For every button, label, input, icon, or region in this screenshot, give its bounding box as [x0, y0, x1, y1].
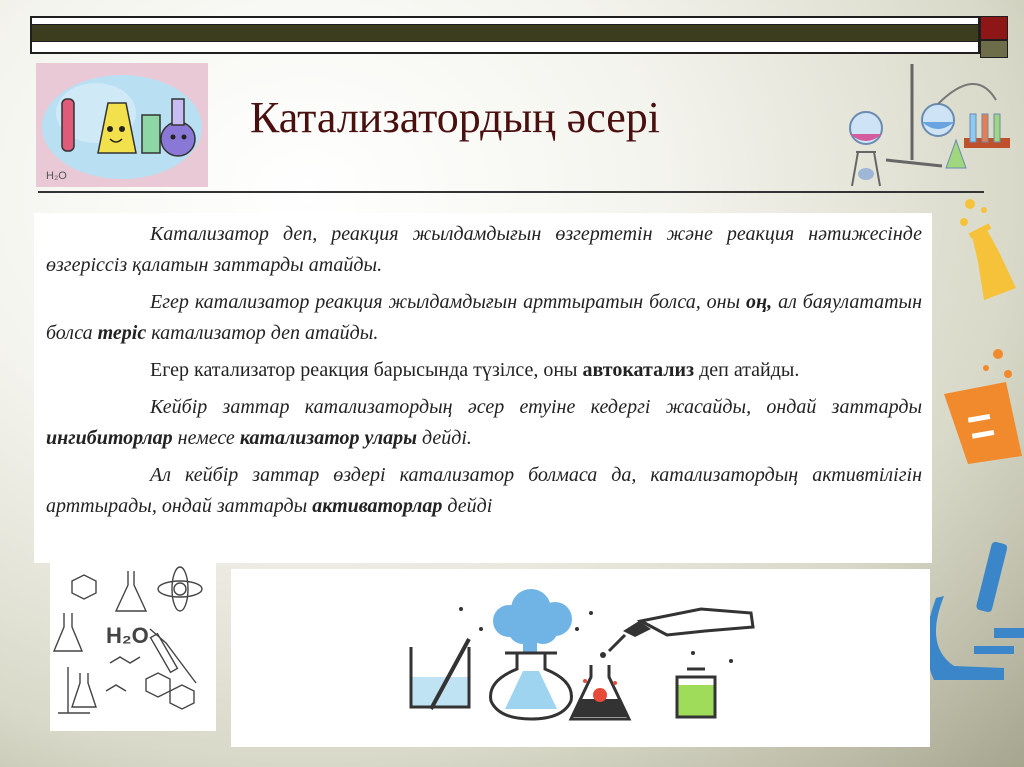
paragraph-autocatalysis — [46, 355, 922, 386]
svg-text:H₂O: H₂O — [46, 170, 67, 182]
text-segment: дейді — [442, 495, 493, 517]
paragraph-inhibitors — [46, 392, 922, 454]
chemistry-sketch-image — [50, 563, 216, 731]
text-segment: Егер катализатор реакция барысында түзілсе, оны — [150, 359, 583, 381]
bold-term: теріс — [97, 322, 147, 344]
bold-term: ингибиторлар — [46, 427, 173, 449]
text-segment: Егер катализатор реакция жылдамдығын арттыратын болса, оны — [150, 291, 747, 313]
text-segment: дейді. — [416, 427, 472, 449]
top-decor-stripe — [32, 24, 978, 42]
orange-beaker-icon — [938, 346, 1024, 466]
microscope-icon — [924, 536, 1024, 686]
text-segment: ал баяулататын болса — [46, 291, 922, 344]
text-segment: немесе — [172, 427, 240, 449]
text-segment: катализатор деп атайды. — [146, 322, 379, 344]
text-segment: деп атайды. — [694, 359, 800, 381]
bold-term: автокатализ — [582, 359, 695, 381]
top-decor-bar — [30, 16, 980, 54]
paragraph-positive-negative — [46, 287, 922, 349]
page-title: Катализатордың әсері — [250, 93, 661, 142]
paragraph-catalyst-definition — [46, 219, 922, 281]
definitions-text-block — [34, 213, 932, 563]
top-red-square — [980, 16, 1008, 40]
text-segment: Ал кейбір заттар өздері катализатор болмаса да, катализатордың активтілігін арттырады, ондай заттарды — [46, 464, 922, 517]
yellow-flask-icon — [950, 196, 1020, 306]
text-segment: Кейбір заттар катализатордың әсер етуіне кедергі жасайды, ондай заттарды — [150, 396, 922, 418]
text-segment: Катализатор деп, реакция жылдамдығын өзгертетін және реакция нәтижесінде өзгеріссіз қалатын заттарды атайды. — [46, 223, 922, 276]
title-divider — [38, 191, 984, 193]
bold-term: активаторлар — [312, 495, 443, 517]
cartoon-flasks-image — [36, 63, 208, 187]
bold-term: катализатор улары — [239, 427, 417, 449]
bold-term: оң, — [746, 291, 773, 313]
reaction-illustration-image — [231, 569, 930, 747]
lab-apparatus-image — [846, 56, 1016, 191]
sketch-h2o-label: H₂O — [106, 623, 149, 648]
paragraph-activators — [46, 460, 922, 522]
